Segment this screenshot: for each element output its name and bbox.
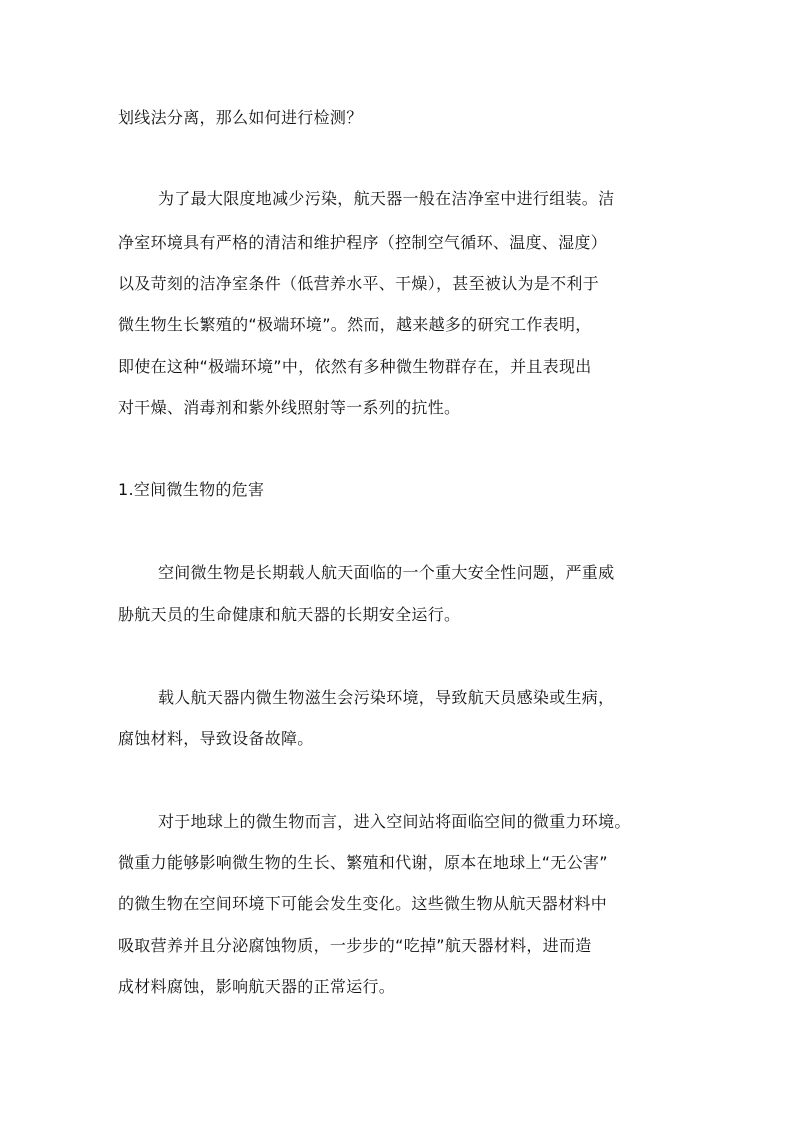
text-line: 的微生物在空间环境下可能会发生变化。这些微生物从航天器材料中 [118,894,608,913]
text-line: 空间微生物是长期载人航天面临的一个重大安全性问题，严重威 [158,563,615,582]
text-line: 对于地球上的微生物而言，进入空间站将面临空间的微重力环境。 [158,812,631,831]
text-line: 微生物生长繁殖的“极端环境”。然而，越来越多的研究工作表明， [118,315,592,334]
text-line: 载人航天器内微生物滋生会污染环境，导致航天员感染或生病， [158,688,615,707]
text-line: 净室环境具有严格的清洁和维护程序（控制空气循环、温度、湿度） [118,233,608,252]
text-line: 对干燥、消毒剂和紫外线照射等一系列的抗性。 [118,398,461,417]
text-line: 吸取营养并且分泌腐蚀物质，一步步的“吃掉”航天器材料，进而造 [118,936,592,955]
text-line: 腐蚀材料，导致设备故障。 [118,729,314,748]
section-heading: 1.空间微生物的危害 [118,480,265,499]
text-line: 划线法分离，那么如何进行检测？ [118,108,363,127]
text-line: 胁航天员的生命健康和航天器的长期安全运行。 [118,605,461,624]
text-line: 微重力能够影响微生物的生长、繁殖和代谢，原本在地球上“无公害” [118,853,608,872]
text-line: 成材料腐蚀，影响航天器的正常运行。 [118,977,396,996]
text-line: 以及苛刻的洁净室条件（低营养水平、干燥），甚至被认为是不利于 [118,274,600,293]
text-line: 即使在这种“极端环境”中，依然有多种微生物群存在，并且表现出 [118,357,592,376]
text-line: 为了最大限度地减少污染，航天器一般在洁净室中进行组装。洁 [158,189,615,208]
